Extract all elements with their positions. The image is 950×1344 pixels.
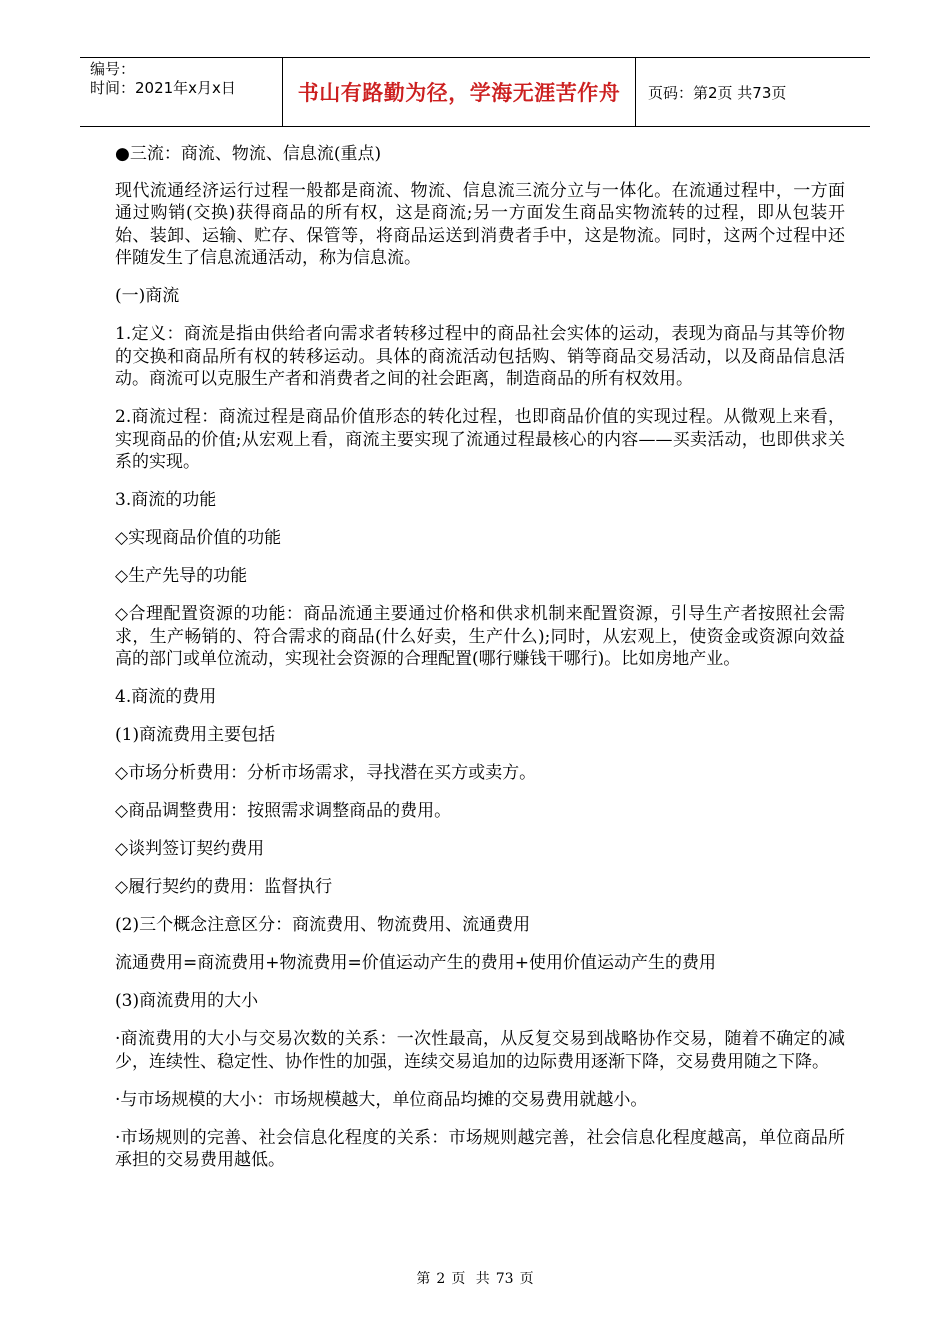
footer-total-word: 共	[475, 1271, 490, 1287]
footer-page-number: 2	[436, 1271, 446, 1287]
list-item: ◇生产先导的功能	[115, 566, 248, 586]
document-time-label: 时间：2021年x月x日	[90, 79, 236, 97]
footer-total-number: 73	[495, 1271, 514, 1287]
paragraph: ●三流：商流、物流、信息流(重点)	[115, 144, 382, 164]
footer-page-unit: 页	[451, 1271, 466, 1287]
paragraph: 1.定义：商流是指由供给者向需求者转移过程中的商品社会实体的运动，表现为商品与其等价物的交换和商品所有权的转移运动。具体的商流活动包括购、销等商品交易活动，以及商品信息活动。商流可以克服生产者和消费者之间的社会距离，制造商品的所有权效用。	[115, 324, 845, 389]
formula-line: 流通费用=商流费用+物流费用=价值运动产生的费用+使用价值运动产生的费用	[115, 953, 716, 973]
list-item: ◇商品调整费用：按照需求调整商品的费用。	[115, 801, 452, 821]
page-footer	[0, 1268, 950, 1288]
paragraph: 现代流通经济运行过程一般都是商流、物流、信息流三流分立与一体化。在流通过程中，一方面通过购销(交换)获得商品的所有权，这是商流;另一方面发生商品实物流转的过程，即从包装开始、装卸、运输、贮存、保管等，将商品运送到消费者手中，这是物流。同时，这两个过程中还伴随发生了信息流通活动，称为信息流。	[115, 180, 845, 268]
bullet-item: ·市场规则的完善、社会信息化程度的关系：市场规则越完善，社会信息化程度越高，单位商品所承担的交易费用越低。	[115, 1127, 845, 1170]
subheading: (3)商流费用的大小	[115, 991, 259, 1011]
list-item: ◇谈判签订契约费用	[115, 839, 265, 859]
list-item: ◇履行契约的费用：监督执行	[115, 877, 333, 897]
document-number-label: 编号：	[90, 60, 136, 78]
footer-total-unit: 页	[519, 1271, 534, 1287]
list-item: ◇合理配置资源的功能：商品流通主要通过价格和供求机制来配置资源，引导生产者按照社会需求，生产畅销的、符合需求的商品(什么好卖，生产什么);同时，从宏观上，使资金或资源向效益高的部门或单位流动，实现社会资源的合理配置(哪行赚钱干哪行)。比如房地产业。	[115, 604, 845, 669]
header-meta	[80, 58, 283, 126]
subheading: 3.商流的功能	[115, 490, 217, 510]
section-heading: (一)商流	[115, 286, 180, 306]
header-motto: 书山有路勤为径，学海无涯苦作舟	[283, 58, 636, 126]
footer-page-word: 第	[416, 1271, 431, 1287]
bullet-item: ·商流费用的大小与交易次数的关系：一次性最高，从反复交易到战略协作交易，随着不确定的减少，连续性、稳定性、协作性的加强，连续交易追加的边际费用逐渐下降，交易费用随之下降。	[115, 1029, 845, 1072]
header-page-info: 页码：第2页 共73页	[648, 83, 787, 102]
subheading: (2)三个概念注意区分：商流费用、物流费用、流通费用	[115, 915, 531, 935]
paragraph: 2.商流过程：商流过程是商品价值形态的转化过程，也即商品价值的实现过程。从微观上来看，实现商品的价值;从宏观上看，商流主要实现了流通过程最核心的内容——买卖活动，也即供求关系的实现。	[115, 407, 845, 472]
subheading: 4.商流的费用	[115, 687, 217, 707]
list-item: ◇实现商品价值的功能	[115, 528, 282, 548]
page-header	[80, 57, 870, 127]
bullet-item: ·与市场规模的大小：市场规模越大，单位商品均摊的交易费用就越小。	[115, 1089, 648, 1110]
subheading: (1)商流费用主要包括	[115, 725, 276, 745]
document-body	[115, 143, 845, 1187]
list-item: ◇市场分析费用：分析市场需求，寻找潜在买方或卖方。	[115, 763, 537, 783]
